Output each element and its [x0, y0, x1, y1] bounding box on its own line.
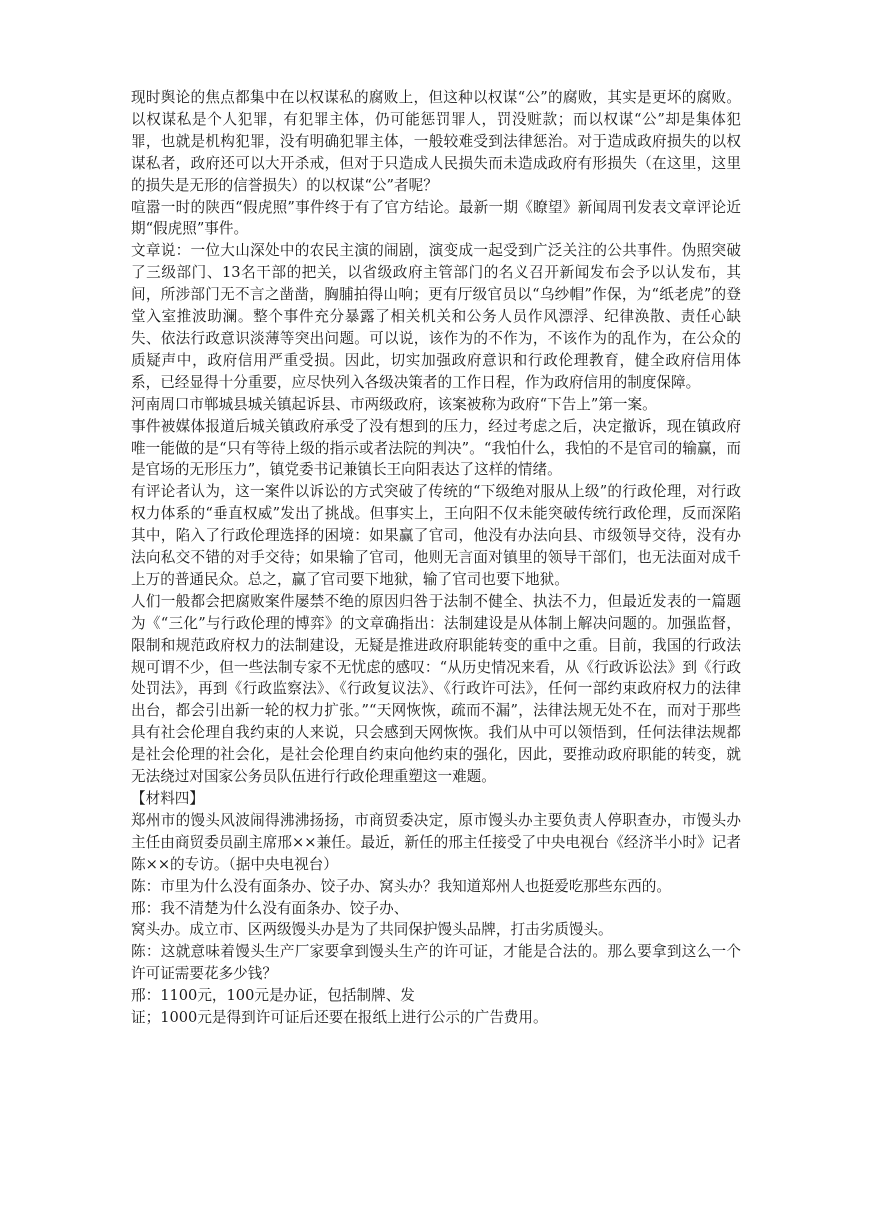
paragraph-9: 郑州市的馒头风波闹得沸沸扬扬，市商贸委决定，原市馒头办主要负责人停职查办，市馒头办主任由商贸委员副主席邢××兼任。最近，新任的邢主任接受了中央电视台《经济半小时》记者陈××的专访。（据中央电视台）: [131, 811, 741, 873]
paragraph-6: 有评论者认为，这一案件以诉讼的方式突破了传统的“下级绝对服从上级”的行政伦理，对行政权力体系的“垂直权威”发出了挑战。但事实上，王向阳不仅未能突破传统行政伦理，反而深陷其中，陷入了行政伦理选择的困境：如果赢了官司，他没有办法向县、市级领导交待，没有办法向私交不错的对手交待；如果输了官司，他则无言面对镇里的领导干部们，也无法面对成千上万的普通民众。总之，赢了官司要下地狱，输了官司也要下地狱。: [131, 483, 741, 588]
dialogue-line-5: 邢：1100元，100元是办证，包括制牌、发: [131, 987, 415, 1005]
paragraph-3: 文章说：一位大山深处中的农民主演的闹剧，演变成一起受到广泛关注的公共事件。伪照突破了三级部门、13名干部的把关，以省级政府主管部门的名义召开新闻发布会予以认发布，其间，所涉部门无不言之凿凿，胸脯拍得山响；更有厅级官员以“乌纱帽”作保，为“纸老虎”的登堂入室推波助澜。整个事件充分暴露了相关机关和公务人员作风漂浮、纪律涣散、责任心缺失、依法行政意识淡薄等突出问题。可以说，该作为的不作为，不该作为的乱作为，在公众的质疑声中，政府信用严重受损。因此，切实加强政府意识和行政伦理教育，健全政府信用体系，已经显得十分重要，应尽快列入各级决策者的工作日程，作为政府信用的制度保障。: [131, 242, 741, 391]
paragraph-2: 喧嚣一时的陕西“假虎照”事件终于有了官方结论。最新一期《瞭望》新闻周刊发表文章评论近期“假虎照”事件。: [131, 198, 741, 238]
paragraph-7: 人们一般都会把腐败案件屡禁不绝的原因归咎于法制不健全、执法不力，但最近发表的一篇题为《“三化”与行政伦理的博弈》的文章确指出：法制建设是从体制上解决问题的。加强监督，限制和规范政府权力的法制建设，无疑是推进政府职能转变的重中之重。目前，我国的行政法规可谓不少，但一些法制专家不无忧虑的感叹：“从历史情况来看，从《行政诉讼法》到《行政处罚法》，再到《行政监察法》、《行政复议法》、《行政许可法》，任何一部约束政府权力的法律出台，都会引出新一轮的权力扩张。”“天网恢恢，疏而不漏”，法律法规无处不在，而对于那些具有社会伦理自我约束的人来说，只会感到天网恢恢。我们从中可以领悟到，任何法律法规都是社会伦理的社会化，是社会伦理自约束向他约束的强化，因此，要推动政府职能的转变，就无法绕过对国家公务员队伍进行行政伦理重塑这一难题。: [131, 592, 741, 786]
document-body: [131, 87, 741, 1029]
dialogue-line-6: 证；1000元是得到许可证后还要在报纸上进行公示的广告费用。: [131, 1009, 548, 1027]
paragraph-4: 河南周口市郸城县城关镇起诉县、市两级政府，该案被称为政府“下告上”第一案。: [131, 395, 657, 413]
paragraph-1: 现时舆论的焦点都集中在以权谋私的腐败上，但这种以权谋“公”的腐败，其实是更坏的腐败。以权谋私是个人犯罪，有犯罪主体，仍可能惩罚罪人，罚没赃款；而以权谋“公”却是集体犯罪，也就是机构犯罪，没有明确犯罪主体，一般较难受到法律惩治。对于造成政府损失的以权谋私者，政府还可以大开杀戒，但对于只造成人民损失而未造成政府有形损失（在这里，这里的损失是无形的信誉损失）的以权谋“公”者呢？: [131, 89, 741, 194]
dialogue-line-3: 窝头办。成立市、区两级馒头办是为了共同保护馒头品牌，打击劣质馒头。: [131, 921, 613, 939]
section-heading: 【材料四】: [131, 790, 204, 807]
dialogue-line-1: 陈：市里为什么没有面条办、饺子办、窝头办？我知道郑州人也挺爱吃那些东西的。: [131, 877, 671, 895]
dialogue-line-2: 邢：我不清楚为什么没有面条办、饺子办、: [131, 899, 409, 917]
paragraph-5: 事件被媒体报道后城关镇政府承受了没有想到的压力，经过考虑之后，决定撤诉，现在镇政府唯一能做的是“只有等待上级的指示或者法院的判决”。“我怕什么，我怕的不是官司的输赢，而是官场的无形压力”，镇党委书记兼镇长王向阳表达了这样的情绪。: [131, 417, 741, 479]
dialogue-line-4: 陈：这就意味着馒头生产厂家要拿到馒头生产的许可证，才能是合法的。那么要拿到这么一个许可证需要花多少钱？: [131, 943, 741, 983]
